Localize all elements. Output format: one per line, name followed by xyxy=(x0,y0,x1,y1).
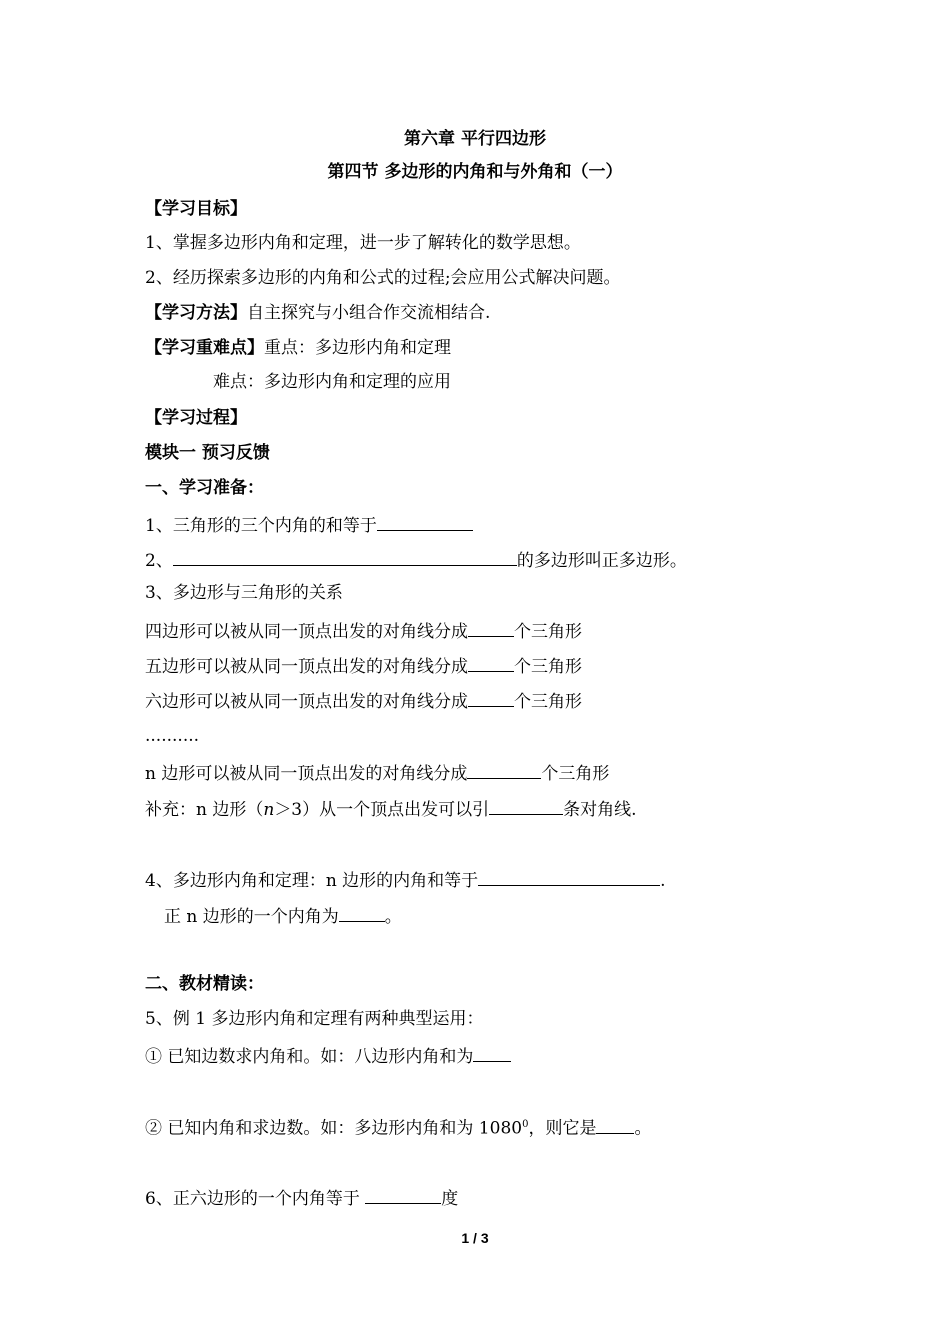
degree-superscript: 0 xyxy=(522,1119,529,1130)
diagonal-row-6 xyxy=(145,688,582,713)
question-4-prefix: 4、多边形内角和定理：n 边形的内角和等于 xyxy=(145,871,479,891)
page-number: 1 / 3 xyxy=(461,1230,489,1246)
process-heading: 【学习过程】 xyxy=(145,408,247,428)
usage-a-text: ① 已知边数求内角和。如：八边形内角和为 xyxy=(145,1047,474,1067)
supplement-c: 条对角线. xyxy=(563,800,637,820)
usage-b-mid: ，则它是 xyxy=(528,1118,597,1139)
difficulty-key: 重点：多边形内角和定理 xyxy=(264,338,451,358)
question-2-suffix: 的多边形叫正多边形。 xyxy=(516,551,687,571)
question-2-prefix: 2、 xyxy=(145,551,173,571)
question-6-suffix: 度 xyxy=(441,1189,459,1209)
supplement-n: n xyxy=(263,800,275,820)
supplement-b: ＞3）从一个顶点出发可以引 xyxy=(274,800,490,820)
answer-blank[interactable] xyxy=(173,547,517,566)
question-6-prefix: 6、正六边形的一个内角等于 xyxy=(145,1189,366,1209)
method-text: 自主探究与小组合作交流相结合. xyxy=(247,303,491,323)
answer-blank[interactable] xyxy=(468,688,514,707)
question-5: 5、例 1 多边形内角和定理有两种典型运用： xyxy=(145,1009,484,1029)
row-prefix: 四边形可以被从同一顶点出发的对角线分成 xyxy=(145,622,468,642)
method-heading: 【学习方法】 xyxy=(145,303,247,323)
supplement xyxy=(145,796,637,821)
row-suffix: 个三角形 xyxy=(514,692,582,712)
row-suffix: 个三角形 xyxy=(514,657,582,677)
answer-blank[interactable] xyxy=(478,867,660,886)
row-suffix: 个三角形 xyxy=(541,764,610,784)
answer-blank[interactable] xyxy=(473,1043,511,1062)
question-1 xyxy=(145,512,473,537)
question-4b-prefix: 正 n 边形的一个内角为 xyxy=(164,907,339,927)
row-prefix: n 边形可以被从同一顶点出发的对角线分成 xyxy=(145,764,468,784)
difficulty-line xyxy=(145,337,451,359)
question-6 xyxy=(145,1185,458,1210)
answer-blank[interactable] xyxy=(365,1185,441,1204)
answer-blank[interactable] xyxy=(468,618,514,637)
question-1-text: 1、三角形的三个内角的和等于 xyxy=(145,516,377,536)
row-suffix: 个三角形 xyxy=(514,622,582,642)
diagonal-row-5 xyxy=(145,653,582,678)
goals-heading: 【学习目标】 xyxy=(145,199,247,219)
answer-blank[interactable] xyxy=(339,903,385,922)
question-4-suffix: . xyxy=(660,871,666,891)
goal-item-1: 1、掌握多边形内角和定理，进一步了解转化的数学思想。 xyxy=(145,233,581,253)
question-3: 3、多边形与三角形的关系 xyxy=(145,583,343,603)
difficulty-heading: 【学习重难点】 xyxy=(145,338,264,358)
question-4 xyxy=(145,867,666,892)
question-4b xyxy=(164,903,402,928)
usage-b-suffix: 。 xyxy=(634,1118,652,1139)
reading-title: 二、教材精读： xyxy=(145,974,264,994)
row-prefix: 五边形可以被从同一顶点出发的对角线分成 xyxy=(145,657,468,677)
section-title: 第四节 多边形的内角和与外角和（一） xyxy=(327,162,623,182)
answer-blank[interactable] xyxy=(468,653,514,672)
chapter-title: 第六章 平行四边形 xyxy=(404,129,546,149)
usage-b-text: ② 已知内角和求边数。如：多边形内角和为 1080 xyxy=(145,1118,523,1139)
usage-a xyxy=(145,1043,511,1068)
difficulty-hard: 难点：多边形内角和定理的应用 xyxy=(213,372,451,392)
method-line xyxy=(145,302,490,324)
prep-title: 一、学习准备： xyxy=(145,478,264,498)
question-2 xyxy=(145,547,687,572)
diagonal-row-n xyxy=(145,760,609,785)
module-title: 模块一 预习反馈 xyxy=(145,443,270,463)
answer-blank[interactable] xyxy=(377,512,473,531)
usage-b xyxy=(145,1114,651,1140)
ellipsis: .......... xyxy=(145,726,200,746)
goal-item-2: 2、经历探索多边形的内角和公式的过程;会应用公式解决问题。 xyxy=(145,268,621,288)
supplement-a: 补充：n 边形（ xyxy=(145,800,264,820)
diagonal-row-4 xyxy=(145,618,582,643)
answer-blank[interactable] xyxy=(596,1115,634,1134)
answer-blank[interactable] xyxy=(489,796,563,815)
question-4b-suffix: 。 xyxy=(384,907,402,927)
row-prefix: 六边形可以被从同一顶点出发的对角线分成 xyxy=(145,692,468,712)
answer-blank[interactable] xyxy=(467,760,541,779)
